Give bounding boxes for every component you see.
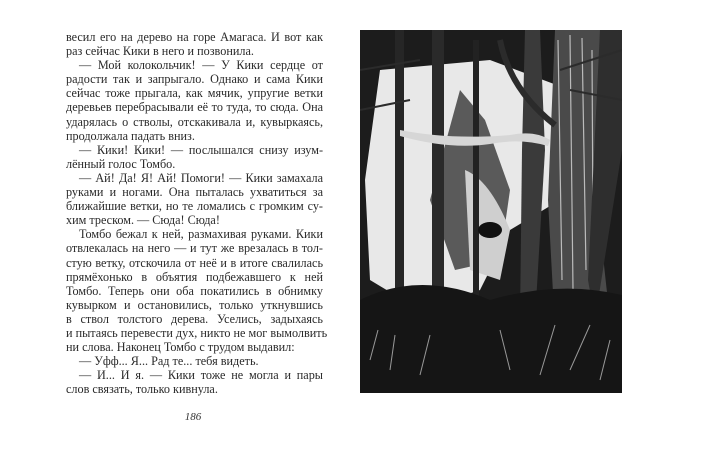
- text-line: слов связать, только кивнула.: [66, 382, 218, 397]
- text-line: Томбо. Теперь они оба покатились в обнимку: [66, 283, 323, 298]
- text-line: ближайшие ветки, но те ломались с громким су-: [66, 199, 323, 214]
- text-line: деревьев перебрасывали её то туда, то сюда. Она: [66, 100, 323, 115]
- text-line: прямёхонько в объятия подбежавшего к ней: [66, 269, 323, 284]
- page-number: 186: [184, 411, 202, 423]
- text-line: кувырком и остановились, только уткнувшись: [66, 297, 323, 312]
- text-line: и пытаясь перевести дух, никто не мог вымолвить: [66, 325, 328, 340]
- text-line: отвлекалась на него — и тут же врезалась в тол-: [66, 241, 323, 256]
- text-line: в ствол толстого дерева. Уселись, задыхаясь: [66, 311, 323, 326]
- text-line: весил его на дерево на горе Амагаса. И вот как: [66, 30, 323, 44]
- text-line: радости так и запрыгало. Однако и сама Кики: [66, 72, 323, 87]
- text-line: — Ай! Да! Я! Ай! Помоги! — Кики замахала: [79, 170, 323, 185]
- text-line: хим треском. — Сюда! Сюда!: [66, 213, 220, 228]
- text-line: стую ветку, отскочила от неё и в итоге свалилась: [66, 255, 323, 270]
- text-line: — Мой колокольчик! — У Кики сердце от: [79, 58, 323, 73]
- text-line: — Кики! Кики! — послышался снизу изум-: [79, 142, 323, 157]
- text-line: сейчас тоже прыгала, как мячик, упругие ветки: [66, 86, 323, 101]
- text-line: Томбо бежал к ней, размахивая руками. Кики: [79, 227, 323, 242]
- text-line: раз сейчас Кики в него и позвонила.: [66, 44, 254, 59]
- page-text: [66, 30, 328, 397]
- text-line: продолжала падать вниз.: [66, 128, 195, 143]
- text-line: ударялась о стволы, отскакивала и, кувыркаясь,: [66, 114, 323, 129]
- text-line: лённый голос Томбо.: [66, 156, 176, 171]
- text-line: — И... И я. — Кики тоже не могла и пары: [79, 368, 323, 383]
- forest-illustration: [360, 30, 622, 393]
- text-line: ни слова. Наконец Томбо с трудом выдавил:: [66, 340, 295, 355]
- text-line: — Уфф... Я... Рад те... тебя видеть.: [79, 354, 259, 369]
- text-line: руками и ногами. Она пыталась ухватиться за: [66, 185, 323, 200]
